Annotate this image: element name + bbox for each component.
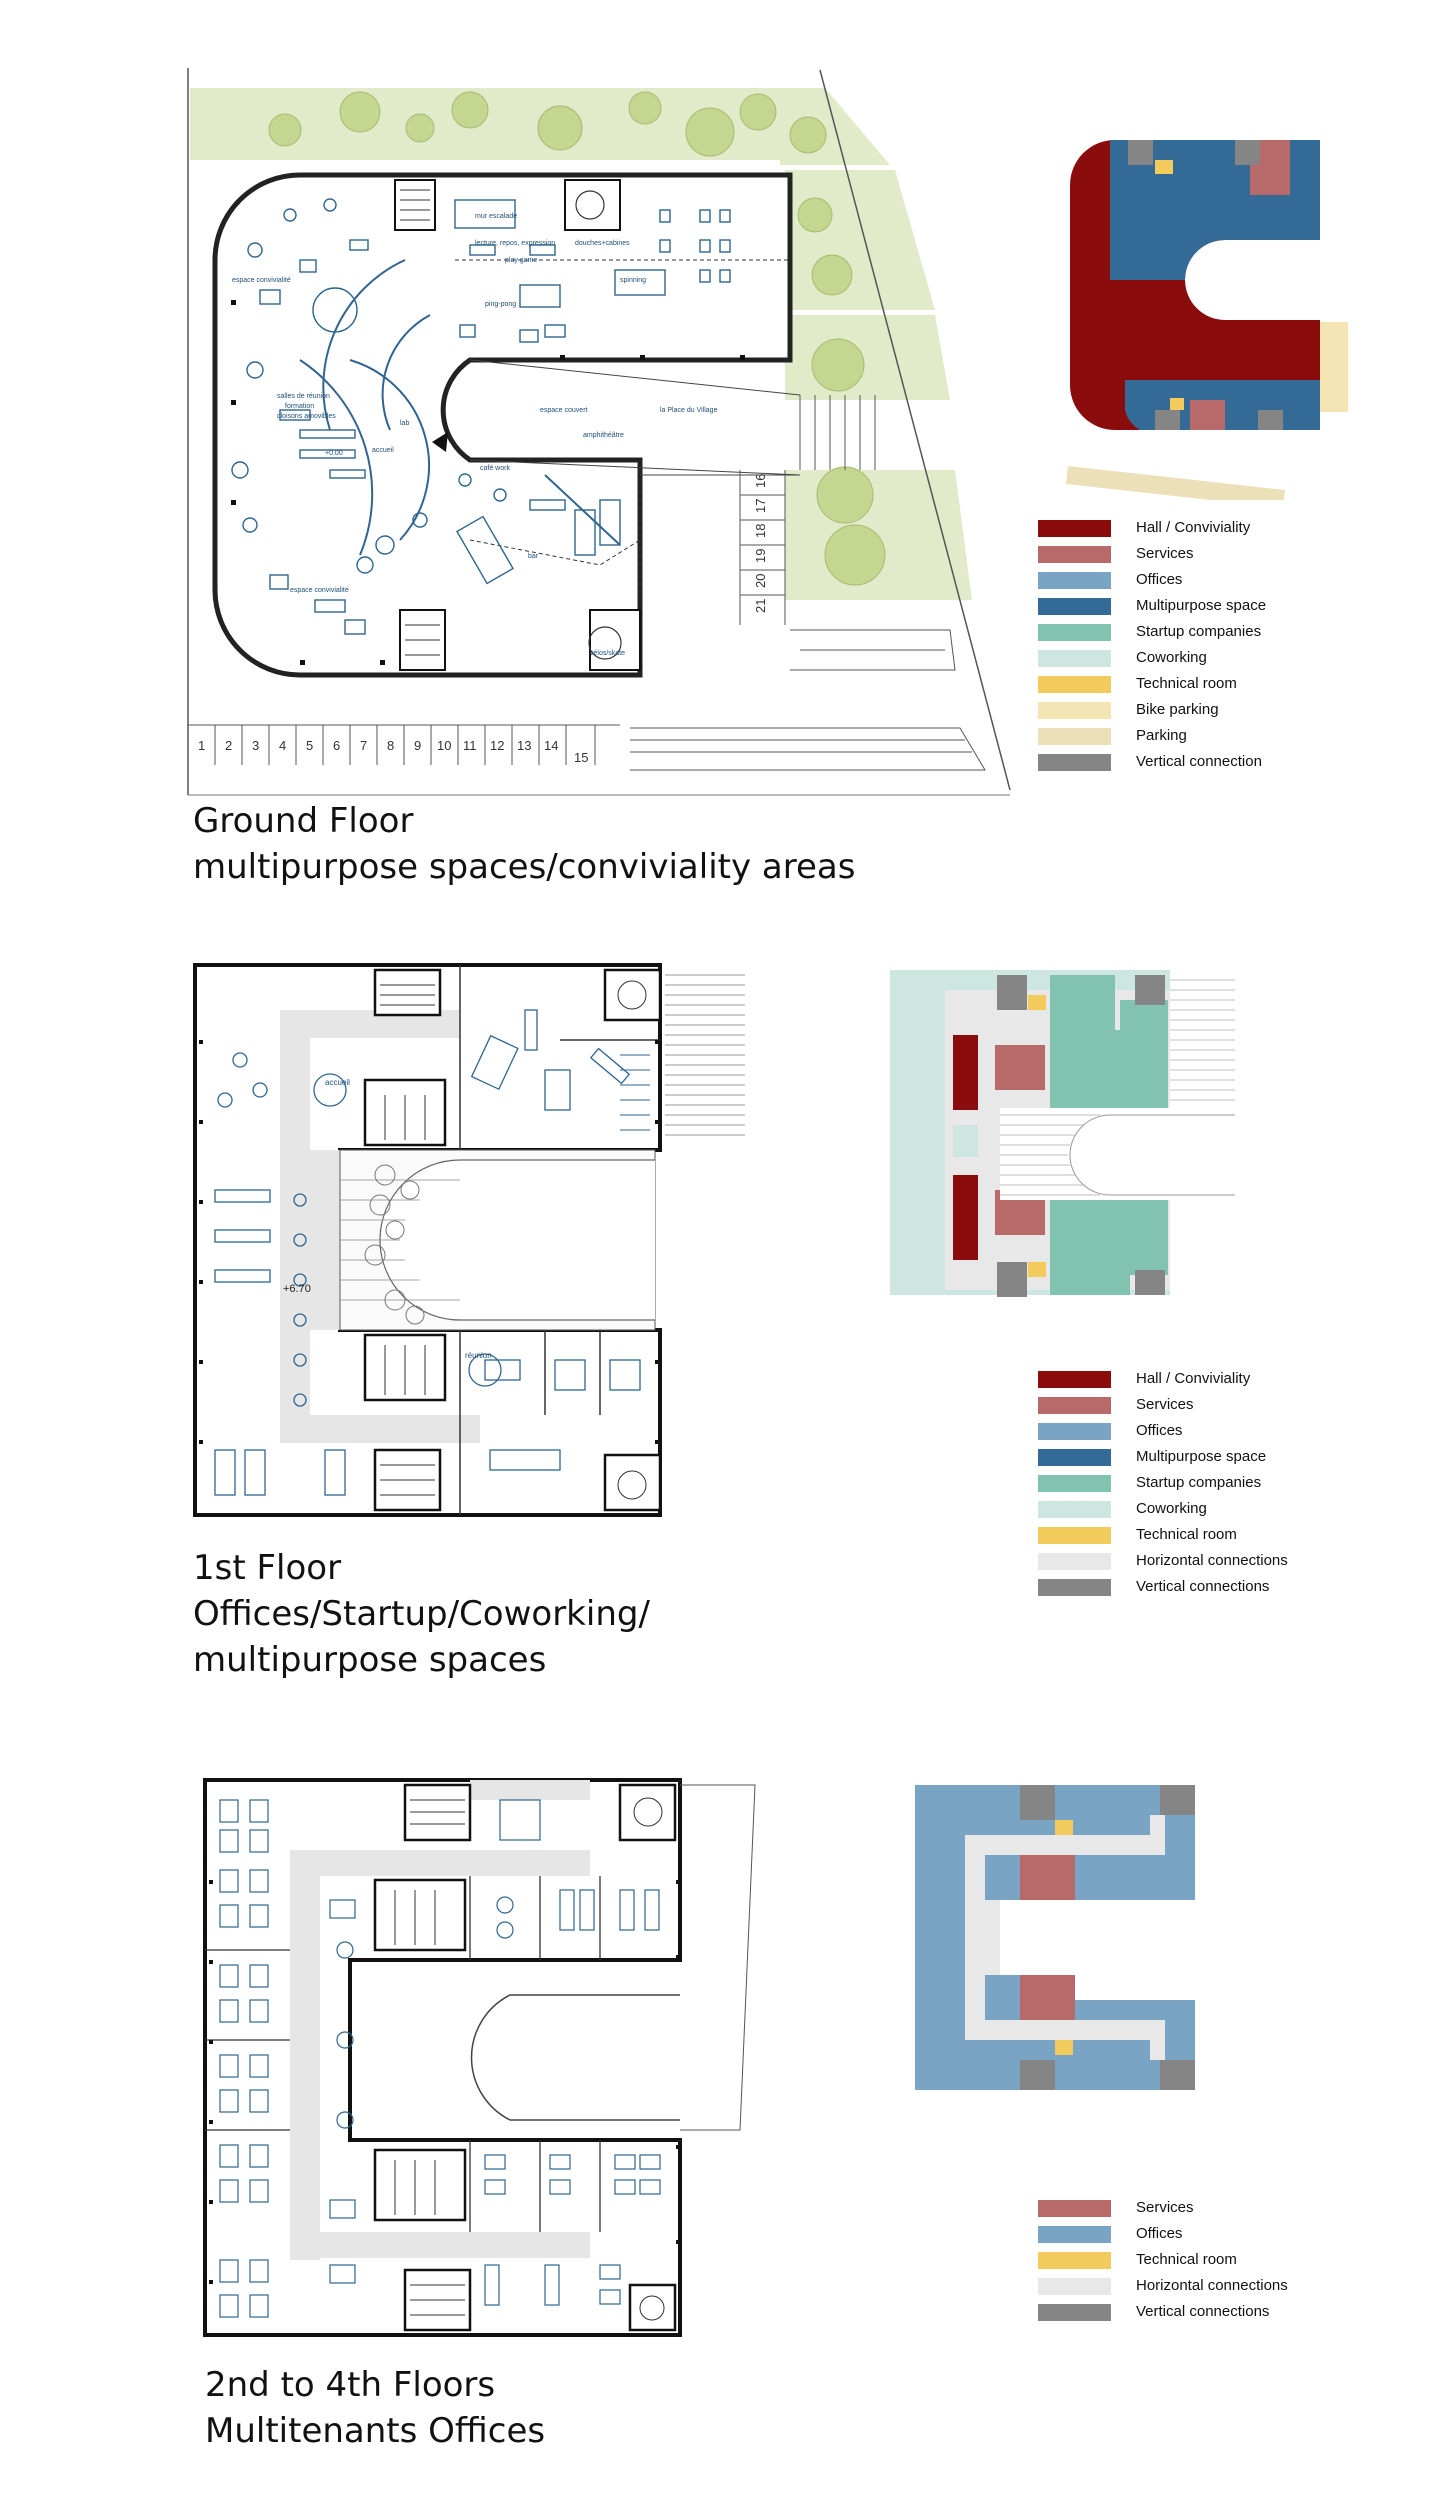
legend-label: Vertical connections <box>1136 2303 1270 2320</box>
svg-text:19: 19 <box>753 548 768 563</box>
svg-text:6: 6 <box>333 738 341 753</box>
zone-hall-left-bottom <box>953 1175 978 1260</box>
zone-services-bottom <box>1190 400 1225 430</box>
ground-floor-subtitle: multipurpose spaces/conviviality areas <box>193 847 856 887</box>
legend-label: Horizontal connections <box>1136 2277 1288 2294</box>
label-meeting-3: cloisons amovibles <box>277 413 336 420</box>
zone-vertical-top-2 <box>1135 975 1165 1005</box>
svg-text:9: 9 <box>414 738 422 753</box>
label-climbing: mur escalade <box>475 213 518 220</box>
legend-swatch <box>1038 520 1111 537</box>
zone-vertical-top-1 <box>1235 140 1260 165</box>
legend-label: Technical room <box>1136 1526 1237 1543</box>
ground-floor-caption <box>193 798 855 890</box>
ground-floor-plan <box>170 60 1040 800</box>
legend-swatch <box>1038 572 1111 589</box>
legend-swatch <box>1038 1579 1111 1596</box>
first-floor-plan <box>180 950 760 1525</box>
zone-vertical-bottom-1 <box>997 1262 1027 1297</box>
legend-swatch <box>1038 650 1111 667</box>
legend-swatch <box>1038 598 1111 615</box>
label-village: la Place du Village <box>660 407 718 414</box>
svg-text:15: 15 <box>574 750 589 765</box>
zone-vertical-bottom-2 <box>1160 2060 1195 2090</box>
ground-zone-diagram <box>1030 130 1350 500</box>
label-lab: lab <box>400 420 410 427</box>
zone-vertical-top-1 <box>1020 1785 1055 1820</box>
ground-floor-title: Ground Floor <box>193 801 414 841</box>
svg-text:10: 10 <box>437 738 452 753</box>
zone-startup-top <box>1050 975 1115 1030</box>
legend-swatch <box>1038 1501 1111 1518</box>
legend-swatch <box>1038 1397 1111 1414</box>
label-pingpong: ping-pong <box>485 301 517 308</box>
legend-label: Startup companies <box>1136 623 1262 640</box>
zone-bike-parking <box>1320 322 1348 412</box>
legend-label: Bike parking <box>1136 701 1219 718</box>
label-first-accueil: accueil <box>325 1078 350 1087</box>
label-spinning: spinning <box>620 277 647 284</box>
legend-label: Coworking <box>1136 649 1207 666</box>
legend-label: Vertical connections <box>1136 1578 1270 1595</box>
green-area-right-mid <box>785 315 950 400</box>
legend-label: Parking <box>1136 727 1187 744</box>
svg-text:3: 3 <box>252 738 260 753</box>
first-floor-title: 1st Floor <box>193 1548 342 1588</box>
first-balcony <box>665 975 745 1135</box>
legend-label: Offices <box>1136 571 1183 588</box>
green-area-right-top <box>785 170 935 310</box>
parking-numbers-right <box>753 474 768 613</box>
upper-zone-diagram <box>900 1775 1210 2105</box>
zone-vertical-top-2 <box>1160 1785 1195 1815</box>
zone-technical-top <box>1055 1820 1073 1835</box>
first-floor-subtitle: Offices/Startup/Coworking/ <box>193 1594 650 1634</box>
label-zero: +0.00 <box>325 450 343 457</box>
zone-technical-top <box>1155 160 1173 174</box>
svg-text:1: 1 <box>198 738 206 753</box>
legend-label: Multipurpose space <box>1136 597 1267 614</box>
label-first-level: +6.70 <box>283 1283 311 1295</box>
svg-text:2: 2 <box>225 738 233 753</box>
zone-vertical-top-1 <box>997 975 1027 1010</box>
legend-label: Offices <box>1136 1422 1183 1439</box>
legend-swatch <box>1038 676 1111 693</box>
svg-text:4: 4 <box>279 738 287 753</box>
svg-text:5: 5 <box>306 738 314 753</box>
legend-label: Multipurpose space <box>1136 1448 1267 1465</box>
label-conviviality-left: espace convivialité <box>232 277 291 284</box>
zone-technical-bottom <box>1028 1262 1046 1277</box>
label-covered: espace couvert <box>540 407 588 414</box>
zone-vertical-bottom-1 <box>1155 410 1180 430</box>
label-cafe: café work <box>480 465 510 472</box>
legend-label: Horizontal connections <box>1136 1552 1288 1569</box>
legend-label: Services <box>1136 2199 1194 2216</box>
legend-label: Services <box>1136 1396 1194 1413</box>
upper-floors-caption <box>205 2362 545 2454</box>
upper-floors-title: 2nd to 4th Floors <box>205 2365 496 2405</box>
legend-label: Services <box>1136 545 1194 562</box>
svg-text:20: 20 <box>753 573 768 588</box>
legend-swatch <box>1038 728 1111 745</box>
label-conviviality-bottom: espace convivialité <box>290 587 349 594</box>
legend-label: Hall / Conviviality <box>1136 1370 1251 1387</box>
svg-text:7: 7 <box>360 738 368 753</box>
legend-swatch <box>1038 2200 1111 2217</box>
legend-label: Hall / Conviviality <box>1136 519 1251 536</box>
legend-label: Technical room <box>1136 675 1237 692</box>
svg-text:17: 17 <box>753 498 768 513</box>
legend-swatch <box>1038 1371 1111 1388</box>
zone-hall-left-top <box>953 1035 978 1110</box>
svg-text:11: 11 <box>463 738 477 753</box>
legend-label: Startup companies <box>1136 1474 1262 1491</box>
label-play: play game <box>505 257 538 264</box>
legend-swatch <box>1038 1423 1111 1440</box>
label-reading: lecture, repos, expression <box>475 240 556 247</box>
legend-swatch <box>1038 2278 1111 2295</box>
legend-swatch <box>1038 1553 1111 1570</box>
legend-swatch <box>1038 1527 1111 1544</box>
label-accueil: accueil <box>372 447 394 454</box>
zone-hall-band <box>1110 280 1320 380</box>
zone-services-top <box>1020 1855 1075 1900</box>
first-zone-diagram <box>880 960 1240 1310</box>
label-bar: bar <box>528 553 539 560</box>
label-showers: douches+cabines <box>575 240 630 247</box>
svg-text:8: 8 <box>387 738 395 753</box>
svg-text:14: 14 <box>544 738 559 753</box>
label-first-reunion: réunion <box>465 1351 492 1360</box>
zone-technical-bottom <box>1170 398 1184 410</box>
zone-technical-top <box>1028 995 1046 1010</box>
zone-vertical-bottom-2 <box>1258 410 1283 430</box>
upper-floors-subtitle: Multitenants Offices <box>205 2411 546 2451</box>
legend-label: Offices <box>1136 2225 1183 2242</box>
parking-numbers-bottom <box>198 738 588 765</box>
first-floor-caption <box>193 1545 650 1683</box>
legend-swatch <box>1038 546 1111 563</box>
legend-swatch <box>1038 1449 1111 1466</box>
legend-label: Technical room <box>1136 2251 1237 2268</box>
zone-vertical-top-2 <box>1128 140 1153 165</box>
legend-swatch <box>1038 2252 1111 2269</box>
legend-swatch <box>1038 702 1111 719</box>
label-bikes: vélos/skate <box>590 650 626 657</box>
zone-technical-bottom <box>1055 2040 1073 2055</box>
svg-text:18: 18 <box>753 523 768 538</box>
first-floor-subtitle-2: multipurpose spaces <box>193 1640 547 1680</box>
label-meeting-2: formation <box>285 403 315 410</box>
zone-services-bottom <box>1020 1975 1075 2020</box>
svg-text:21: 21 <box>753 598 768 613</box>
zone-vertical-bottom-2 <box>1135 1270 1165 1295</box>
first-legend <box>1038 1371 1358 1611</box>
zone-vertical-bottom-1 <box>1020 2060 1055 2090</box>
upper-legend <box>1038 2200 1358 2340</box>
green-area-right-low <box>785 470 972 600</box>
svg-text:13: 13 <box>517 738 532 753</box>
svg-text:12: 12 <box>490 738 505 753</box>
building-outline <box>215 175 790 675</box>
zone-services-top <box>995 1045 1045 1090</box>
label-meeting-1: salles de réunion <box>277 393 330 400</box>
legend-label: Vertical connection <box>1136 753 1262 770</box>
legend-swatch <box>1038 1475 1111 1492</box>
zone-parking <box>1066 466 1285 500</box>
svg-text:16: 16 <box>753 473 768 488</box>
legend-swatch <box>1038 2304 1111 2321</box>
legend-label: Coworking <box>1136 1500 1207 1517</box>
upper-floor-plan <box>190 1770 770 2350</box>
legend-swatch <box>1038 624 1111 641</box>
zone-coworking-mid <box>953 1125 978 1157</box>
label-amphi: amphithéâtre <box>583 432 624 439</box>
legend-swatch <box>1038 2226 1111 2243</box>
ground-legend <box>1038 520 1338 780</box>
zone-void <box>1000 1900 1195 1975</box>
legend-swatch <box>1038 754 1111 771</box>
